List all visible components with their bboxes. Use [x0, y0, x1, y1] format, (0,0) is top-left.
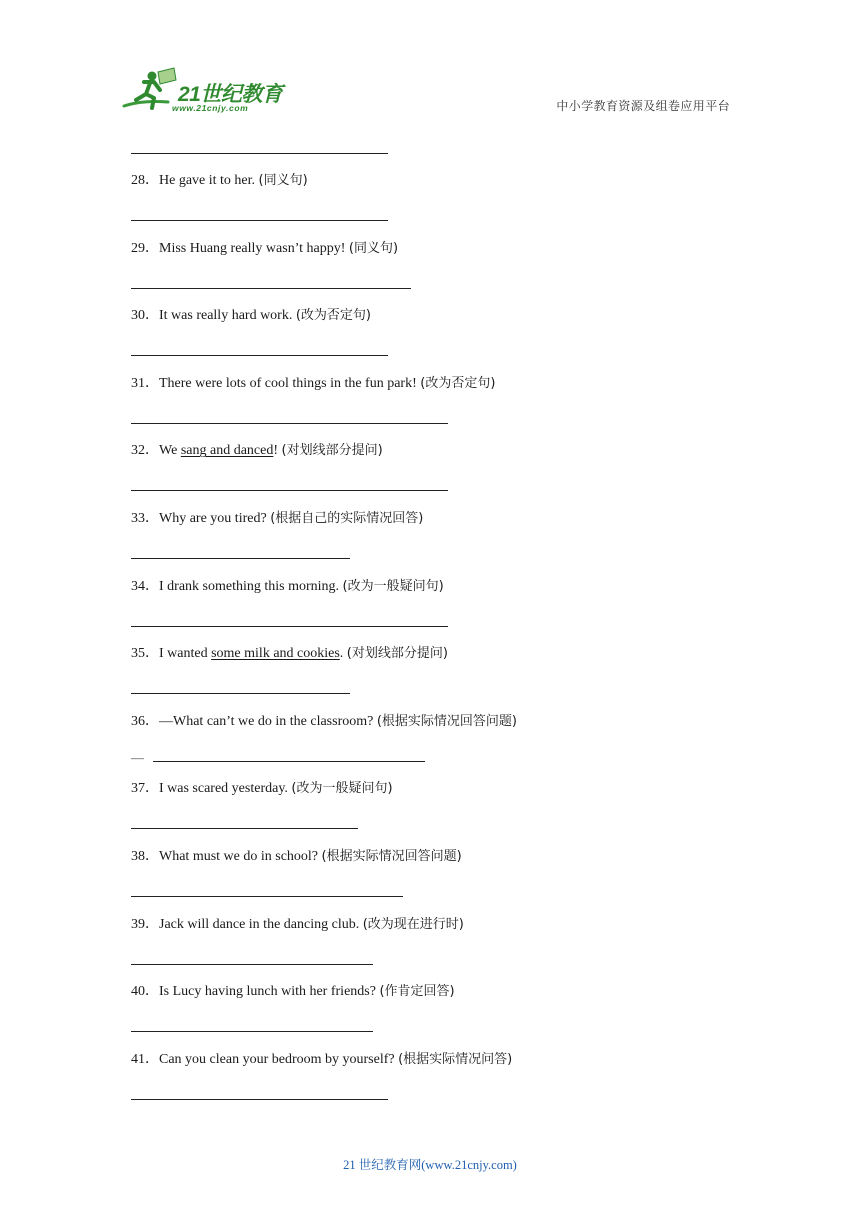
- answer-prefix: —: [131, 749, 144, 765]
- question-instruction: (改为否定句): [420, 375, 496, 391]
- answer-line[interactable]: [131, 964, 373, 965]
- question-sentence: Can you clean your bedroom by yourself?: [159, 1051, 399, 1067]
- question-instruction: (作肯定回答): [379, 984, 455, 1000]
- question-text: [131, 1050, 512, 1070]
- question-text: [131, 712, 517, 732]
- question-sentence: —What can’t we do in the classroom?: [159, 713, 377, 729]
- question-item: [131, 1050, 731, 1118]
- answer-line[interactable]: [131, 220, 388, 221]
- question-item: [131, 509, 731, 577]
- question-text: [131, 982, 455, 1002]
- question-sentence-end: !: [273, 443, 282, 459]
- underlined-phrase: sang and danced: [180, 443, 274, 459]
- question-item: [131, 239, 731, 307]
- question-sentence: It was really hard work.: [159, 308, 296, 324]
- question-sentence: Miss Huang really wasn’t happy!: [159, 240, 349, 256]
- answer-line[interactable]: [131, 490, 448, 491]
- answer-line[interactable]: [131, 355, 388, 356]
- question-sentence: Why are you tired?: [159, 510, 271, 526]
- question-item: [131, 577, 731, 645]
- question-number: 40．: [131, 984, 159, 1000]
- question-instruction: (同义句): [348, 240, 399, 256]
- question-item: [131, 712, 731, 780]
- question-text: [131, 779, 393, 799]
- question-instruction: (同义句): [258, 173, 308, 188]
- question-number: 30．: [131, 308, 159, 324]
- question-instruction: (改为一般疑问句): [291, 781, 393, 797]
- answer-line[interactable]: [153, 761, 425, 762]
- question-number: 37．: [131, 781, 159, 797]
- question-text: [131, 915, 464, 935]
- question-item: [131, 779, 731, 847]
- question-instruction: (对划线部分提问): [346, 646, 448, 662]
- page-footer[interactable]: 21 世纪教育网(www.21cnjy.com): [343, 1158, 517, 1172]
- question-sentence: I wanted: [159, 646, 212, 662]
- question-text: [131, 239, 398, 259]
- question-item: [131, 306, 731, 374]
- question-instruction: (改为否定句): [295, 308, 371, 324]
- question-sentence: Jack will dance in the dancing club.: [159, 916, 363, 932]
- logo-url: www.21cnjy.com: [172, 103, 249, 113]
- question-sentence: I drank something this morning.: [159, 578, 343, 594]
- answer-line[interactable]: [131, 693, 350, 694]
- answer-line[interactable]: [131, 288, 411, 289]
- question-sentence: Is Lucy having lunch with her friends?: [159, 984, 380, 1000]
- question-text: [131, 509, 423, 529]
- question-instruction: (改为一般疑问句): [342, 578, 444, 594]
- question-sentence: I was scared yesterday.: [159, 781, 292, 797]
- question-number: 28．: [131, 173, 159, 188]
- answer-line[interactable]: [131, 423, 448, 424]
- question-instruction: (对划线部分提问): [281, 443, 383, 459]
- page-header: [0, 0, 860, 130]
- question-item: [131, 441, 731, 509]
- logo-text: 21世纪教育: [178, 83, 283, 106]
- answer-line[interactable]: [131, 626, 448, 627]
- question-sentence: There were lots of cool things in the fun park!: [159, 375, 421, 391]
- question-text: [131, 306, 371, 326]
- question-number: 35．: [131, 646, 159, 662]
- question-instruction: (改为现在进行时): [362, 916, 464, 932]
- question-text: [131, 374, 495, 394]
- question-number: 39．: [131, 916, 159, 932]
- question-sentence-end: .: [339, 646, 347, 662]
- question-instruction: (根据自己的实际情况回答): [270, 510, 424, 526]
- question-instruction: (根据实际情况回答问题): [376, 713, 517, 729]
- question-number: 38．: [131, 848, 159, 864]
- question-number: 34．: [131, 578, 159, 594]
- question-item: [131, 915, 731, 983]
- question-number: 29．: [131, 240, 159, 256]
- question-number: 36．: [131, 713, 159, 729]
- question-list: [131, 171, 731, 1117]
- question-instruction: (根据实际情况问答): [398, 1051, 513, 1067]
- answer-line-27: [131, 153, 388, 154]
- answer-line[interactable]: [131, 558, 350, 559]
- question-number: 41．: [131, 1051, 159, 1067]
- question-sentence: What must we do in school?: [159, 848, 322, 864]
- site-tagline: 中小学教育资源及组卷应用平台: [556, 99, 730, 113]
- answer-line[interactable]: [131, 1031, 373, 1032]
- question-text: [131, 441, 383, 461]
- question-sentence: We: [159, 443, 181, 459]
- question-text: [131, 644, 448, 664]
- answer-line[interactable]: [131, 896, 403, 897]
- question-text: [131, 577, 444, 597]
- question-instruction: (根据实际情况回答问题): [321, 848, 462, 864]
- question-text: [131, 171, 308, 191]
- question-number: 33．: [131, 510, 159, 526]
- question-item: [131, 644, 731, 712]
- underlined-phrase: some milk and cookies: [211, 646, 340, 662]
- question-item: [131, 374, 731, 442]
- question-item: [131, 171, 731, 239]
- question-item: [131, 847, 731, 915]
- answer-line[interactable]: [131, 1099, 388, 1100]
- question-text: [131, 847, 462, 867]
- site-logo[interactable]: [122, 66, 292, 118]
- question-item: [131, 982, 731, 1050]
- question-number: 31．: [131, 375, 159, 391]
- question-number: 32．: [131, 443, 159, 459]
- question-sentence: He gave it to her.: [159, 173, 259, 188]
- answer-line[interactable]: [131, 828, 358, 829]
